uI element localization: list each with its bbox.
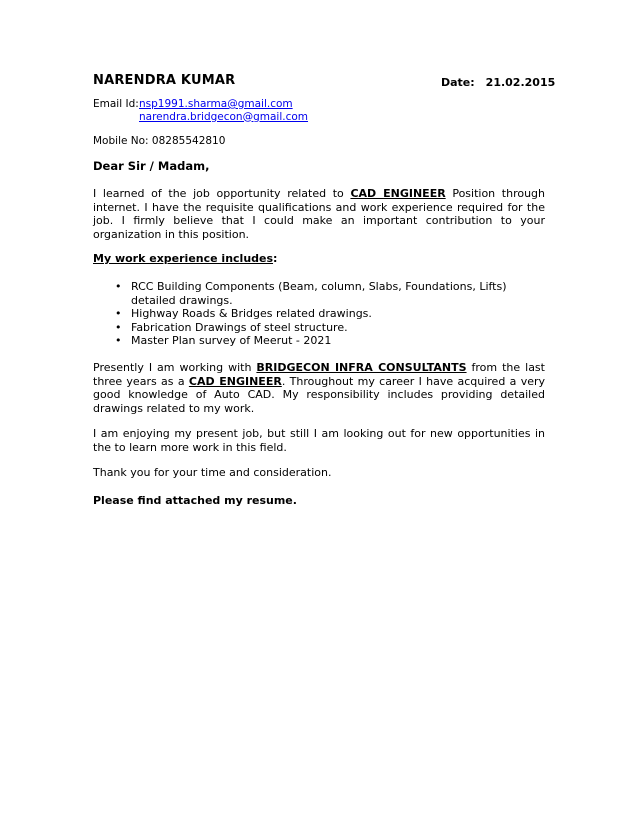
list-item-text: Master Plan survey of Meerut - 2021 — [131, 334, 332, 347]
experience-heading — [93, 252, 277, 266]
applicant-name: NARENDRA KUMAR — [93, 73, 236, 88]
list-item — [93, 321, 545, 335]
bullet-icon: • — [115, 280, 122, 293]
contact-block — [93, 98, 308, 123]
email-label: Email Id: — [93, 98, 139, 110]
intro-text-after: Position through internet. I have the requisite qualifications and work experience required for the job. I firmly believe that I could make an important contribution to your organization in this position. — [93, 187, 546, 241]
current-job-text-3: . Throughout my career I have acquired a very good knowledge of Auto CAD. My responsibility includes providing detailed drawings related to my work. — [93, 374, 546, 415]
letter-header — [93, 73, 556, 90]
bullet-icon: • — [115, 334, 122, 347]
list-item-text: RCC Building Components (Beam, column, Slabs, Foundations, Lifts) detailed drawings. — [131, 280, 507, 307]
date-value: 21.02.2015 — [485, 76, 556, 89]
list-item — [93, 307, 545, 321]
current-job-paragraph — [93, 361, 545, 415]
email-link-secondary[interactable]: narendra.bridgecon@gmail.com — [139, 110, 309, 123]
role-highlight: CAD ENGINEER — [188, 374, 282, 388]
intro-text-before: I learned of the job opportunity related to — [93, 187, 351, 200]
list-item — [93, 280, 545, 307]
experience-heading-text: My work experience includes — [93, 252, 274, 265]
company-name-highlight: BRIDGECON INFRA CONSULTANTS — [256, 361, 467, 374]
date-label: Date: — [441, 76, 475, 89]
email-row — [93, 98, 308, 123]
experience-list — [93, 280, 545, 348]
email-link-primary[interactable]: nsp1991.sharma@gmail.com — [139, 98, 293, 110]
current-job-text-1: Presently I am working with — [93, 361, 257, 374]
current-job-text-2: from the last three years as a — [93, 361, 545, 388]
date-block — [441, 76, 555, 90]
opportunity-paragraph: I am enjoying my present job, but still I am looking out for new opportunities in the to learn more work in this field. — [93, 427, 545, 454]
list-item-text: Fabrication Drawings of steel structure. — [131, 320, 348, 334]
mobile-number: Mobile No: 08285542810 — [93, 135, 226, 147]
closing-line: Please find attached my resume. — [93, 494, 297, 507]
list-item-text: Highway Roads & Bridges related drawings. — [131, 307, 372, 320]
bullet-icon: • — [115, 307, 122, 320]
bullet-icon: • — [115, 320, 122, 334]
experience-heading-colon: : — [273, 252, 278, 265]
thanks-paragraph: Thank you for your time and consideration. — [93, 466, 332, 479]
list-item — [93, 334, 545, 348]
intro-paragraph — [93, 187, 545, 241]
email-list — [139, 98, 308, 123]
salutation: Dear Sir / Madam, — [93, 159, 210, 173]
intro-position-highlight: CAD ENGINEER — [350, 187, 446, 200]
